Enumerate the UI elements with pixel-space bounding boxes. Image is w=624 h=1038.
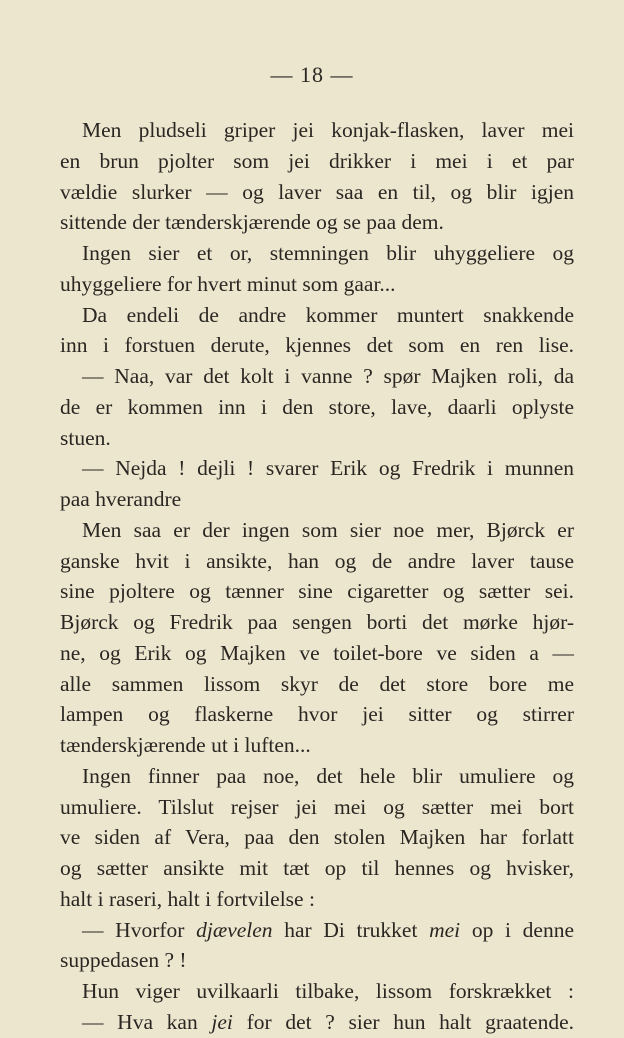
text-run: — Hvorfor [82, 917, 197, 942]
text-run: har Di trukket [272, 917, 430, 942]
text-line: umuliere. Tilslut rejser jei mei og sætter mei bort [60, 794, 574, 819]
text-run: op i denne [460, 917, 574, 942]
italic-word: djævelen [196, 917, 273, 942]
text-line: Men saa er der ingen som sier noe mer, Bjørck er [82, 517, 574, 542]
text-line: Hun viger uvilkaarli tilbake, lissom forskrækket : [82, 979, 574, 1003]
text-line: Bjørck og Fredrik paa sengen borti det mørke hjør- [60, 610, 574, 634]
text-line: stuen. [60, 425, 111, 450]
text-line: uhyggeliere for hvert minut som gaar... [60, 271, 396, 296]
text-line: Ingen finner paa noe, det hele blir umuliere og [82, 763, 574, 788]
text-line: suppedasen ? ! [60, 948, 187, 973]
text-line: tænderskjærende ut i luften... [60, 733, 311, 757]
text-line: — Nejda ! dejli ! svarer Erik og Fredrik i munnen [82, 456, 574, 481]
text-line [60, 915, 574, 946]
text-line: vældie slurker — og laver saa en til, og blir igjen [60, 179, 574, 204]
text-run: — Hva kan [82, 1009, 212, 1034]
text-line: — Naa, var det kolt i vanne ? spør Majken roli, da [82, 364, 574, 388]
text-line: lampen og flaskerne hvor jei sitter og stirrer [60, 702, 574, 727]
text-line: inn i forstuen derute, kjennes det som en ren lise. [60, 333, 574, 358]
text-line: alle sammen lissom skyr de det store bore me [60, 671, 574, 696]
text-line: og sætter ansikte mit tæt op til hennes og hvisker, [60, 856, 574, 880]
text-line: halt i raseri, halt i fortvilelse : [60, 886, 315, 911]
italic-word: jei [211, 1009, 233, 1034]
text-line: ne, og Erik og Majken ve toilet-bore ve siden a — [60, 640, 574, 665]
page-number: — 18 — [270, 62, 354, 87]
text-line: sine pjoltere og tænner sine cigaretter og sætter sei. [60, 579, 574, 604]
text-line: de er kommen inn i den store, lave, daarli oplyste [60, 394, 574, 419]
text-line: Ingen sier et or, stemningen blir uhyggeliere og [82, 241, 574, 265]
text-line: paa hverandre [60, 487, 182, 511]
body-text [60, 115, 574, 1038]
italic-word: mei [429, 917, 461, 942]
text-line: ganske hvit i ansikte, han og de andre laver tause [60, 548, 574, 573]
text-line [60, 1007, 574, 1038]
text-line: Men pludseli griper jei konjak-flasken, laver mei [82, 118, 574, 142]
text-line: sittende der tænderskjærende og se paa dem. [60, 210, 444, 235]
text-line: ve siden af Vera, paa den stolen Majken har forlatt [60, 825, 574, 850]
text-run: for det ? sier hun halt graatende. [232, 1009, 574, 1034]
text-line: en brun pjolter som jei drikker i mei i et par [60, 148, 574, 173]
text-line: Da endeli de andre kommer muntert snakkende [82, 302, 574, 327]
